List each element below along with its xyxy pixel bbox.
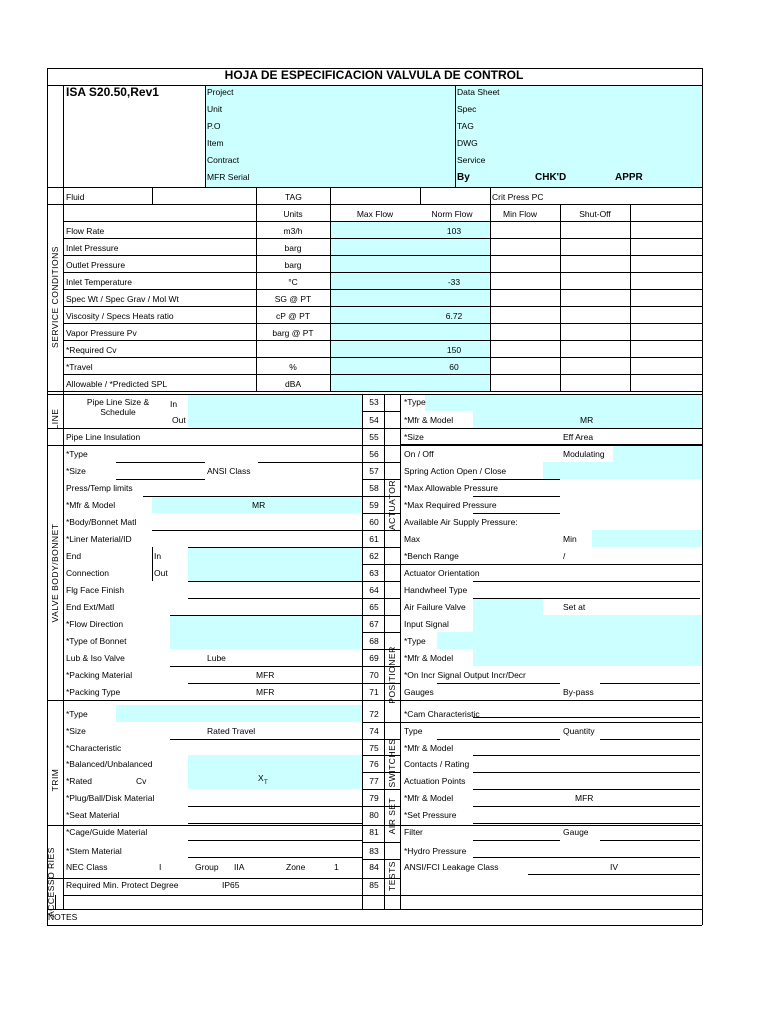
row-number: 53 [369, 397, 379, 407]
service-row-label: Viscosity / Specs Heats ratio [66, 311, 174, 321]
rule-v [630, 204, 631, 391]
rule-h [47, 825, 702, 826]
rule-h [47, 909, 702, 910]
left-rated: *Rated [66, 776, 92, 786]
entry-line [170, 666, 362, 667]
rule-v [362, 394, 363, 909]
service-row-norm-flow: -33 [447, 277, 461, 287]
column-header: Max Flow [356, 209, 394, 219]
entry-line [188, 547, 362, 548]
rule-h [362, 411, 400, 412]
row-number: 81 [369, 827, 379, 837]
right-eff-area: Eff Area [563, 432, 594, 442]
rule-h [63, 895, 362, 896]
left-out: Out [172, 415, 186, 425]
row-number: 65 [369, 602, 379, 612]
section-label-tests: TESTS [387, 861, 397, 891]
section-label-service: SERVICE CONDITIONS [50, 246, 60, 348]
rule-h [47, 878, 362, 879]
right-max-req: *Max Required Pressure [404, 500, 497, 510]
row-number: 75 [369, 743, 379, 753]
row-number: 61 [369, 534, 379, 544]
modulating-field [613, 445, 702, 462]
service-row-unit: dBA [284, 379, 302, 389]
rule-v [560, 204, 561, 391]
entry-line [473, 717, 700, 718]
right-type: *Type [404, 397, 426, 407]
service-row-norm-flow: 103 [446, 226, 462, 236]
section-label-switches: SWITCHES [387, 738, 397, 788]
entry-line [188, 581, 362, 582]
row-number: 79 [369, 793, 379, 803]
rule-h [362, 722, 400, 723]
air-failure-field [473, 598, 543, 615]
rule-v [152, 547, 153, 581]
service-row-label: Inlet Temperature [66, 277, 132, 287]
section-label-accessories: ACCESSO RIES [46, 847, 56, 917]
left-nec-value: I [159, 862, 162, 872]
row-number: 64 [369, 585, 379, 595]
right-on-incr: *On Incr Signal Output Incr/Decr [404, 670, 526, 680]
rule-h [47, 925, 702, 926]
right-gauges: Gauges [404, 687, 434, 697]
left-liner: *Liner Material/ID [66, 534, 132, 544]
entry-line [437, 683, 560, 684]
right-as-mfr-value: MFR [575, 793, 594, 803]
left-mfr-value: MR [252, 500, 266, 510]
rule-h [63, 255, 702, 256]
left-rated-travel: Rated Travel [207, 726, 256, 736]
rule-h [362, 859, 400, 860]
right-sw-mfr: *Mfr & Model [404, 743, 454, 753]
row-number: 57 [369, 466, 379, 476]
rule-h [63, 374, 702, 375]
entry-line [188, 598, 362, 599]
service-row-unit: m3/h [283, 226, 303, 236]
left-press-temp: Press/Temp limits [66, 483, 133, 493]
frame-left [47, 68, 48, 925]
left-cage: *Cage/Guide Material [66, 827, 148, 837]
form-title: HOJA DE ESPECIFICACION VALVULA DE CONTROL [224, 68, 524, 82]
right-input-signal: Input Signal [404, 619, 449, 629]
standard-label: ISA S20.50,Rev1 [66, 85, 159, 99]
pos-mfr-field [473, 649, 702, 666]
rule-v [455, 85, 456, 187]
right-mfr-model: *Mfr & Model [404, 415, 454, 425]
rule-h [362, 530, 400, 531]
entry-line [473, 496, 560, 497]
entry-line [258, 462, 362, 463]
left-ansi-class: ANSI Class [207, 466, 251, 476]
right-leakage-value: IV [610, 862, 619, 872]
rule-h [47, 394, 702, 395]
rule-h [63, 221, 702, 222]
entry-line [473, 598, 700, 599]
right-set-at: Set at [563, 602, 586, 612]
entry-line [188, 857, 362, 858]
section-label-positioner: POSITIONER [387, 646, 397, 704]
appr-label: APPR [615, 172, 643, 183]
right-slash: / [563, 551, 566, 561]
entry-line [188, 683, 362, 684]
rule-h [362, 547, 400, 548]
entry-line [116, 462, 205, 463]
trim-balanced-fields [188, 755, 362, 789]
entry-line [473, 564, 560, 565]
row-number: 77 [369, 776, 379, 786]
connection-out-field [188, 564, 362, 581]
trim-type-field [116, 705, 362, 722]
right-on-off: On / Off [404, 449, 434, 459]
entry-line [188, 840, 362, 841]
entry-line [600, 683, 700, 684]
header-field-label: Contract [207, 155, 240, 165]
entry-line [473, 823, 700, 824]
entry-line [143, 496, 362, 497]
rule-h [362, 462, 400, 463]
right-orientation: Actuator Orientation [404, 568, 480, 578]
column-header: Norm Flow [431, 209, 473, 219]
right-air-failure: Air Failure Valve [404, 602, 466, 612]
by-label: By [457, 172, 470, 183]
left-nec: NEC Class [66, 862, 108, 872]
left-trim-type: *Type [66, 709, 88, 719]
section-label-line: LINE [50, 408, 60, 430]
row-number: 85 [369, 880, 379, 890]
fluid-label: Fluid [66, 192, 85, 202]
rule-h [63, 340, 702, 341]
row-number: 62 [369, 551, 379, 561]
right-cam: *Cam Characteristic [404, 709, 480, 719]
right-air-supply: Available Air Supply Pressure: [404, 517, 518, 527]
right-leakage: ANSI/FCI Leakage Class [404, 862, 499, 872]
left-lub: Lub & Iso Valve [66, 653, 125, 663]
spring-field [543, 462, 702, 479]
entry-line [473, 479, 560, 480]
service-row-label: *Travel [66, 362, 93, 372]
entry-line [528, 874, 700, 875]
entry-line [473, 840, 560, 841]
entry-line [170, 739, 362, 740]
right-contacts: Contacts / Rating [404, 759, 470, 769]
left-pipe-size: Pipe Line Size & Schedule [86, 397, 150, 417]
left-mfr-model: *Mfr & Model [66, 500, 116, 510]
entry-line [170, 615, 362, 616]
entry-line [437, 739, 560, 740]
left-in: In [170, 399, 178, 409]
rule-h [362, 789, 400, 790]
rule-h [362, 615, 400, 616]
row-number: 80 [369, 810, 379, 820]
left-protect-value: IP65 [222, 880, 240, 890]
service-row-label: Allowable / *Predicted SPL [66, 379, 168, 389]
row-number: 84 [369, 862, 379, 872]
left-xt-sub: T [264, 780, 268, 786]
bonnet-fields [170, 615, 362, 649]
service-row-unit: SG @ PT [274, 294, 312, 304]
entry-line [473, 581, 700, 582]
entry-line [600, 564, 700, 565]
left-connection: Connection [66, 568, 110, 578]
entry-line [473, 806, 700, 807]
service-row-label: Inlet Pressure [66, 243, 119, 253]
entry-line [473, 789, 700, 790]
header-field-label: Data Sheet [457, 87, 500, 97]
right-mfr-value: MR [580, 415, 594, 425]
rule-h [400, 722, 702, 723]
chkd-label: CHK'D [535, 172, 567, 183]
rule-h [47, 428, 702, 429]
service-row-label: *Required Cv [66, 345, 117, 355]
rule-h [362, 842, 400, 843]
rule-h [47, 187, 702, 188]
right-modulating: Modulating [563, 449, 605, 459]
row-number: 76 [369, 759, 379, 769]
air-min-field [592, 530, 702, 547]
service-row-unit: cP @ PT [276, 311, 310, 321]
header-field-label: Spec [457, 104, 477, 114]
service-row-unit: barg @ PT [272, 328, 314, 338]
row-number: 71 [369, 687, 379, 697]
right-min: Min [563, 534, 577, 544]
entry-line [473, 700, 700, 701]
left-flow-dir: *Flow Direction [66, 619, 124, 629]
row-number: 69 [369, 653, 379, 663]
entry-line [600, 739, 700, 740]
rule-h [63, 323, 702, 324]
right-bench: *Bench Range [404, 551, 459, 561]
left-group-value: IIA [234, 862, 245, 872]
rule-v [400, 394, 401, 909]
row-number: 72 [369, 709, 379, 719]
row-number: 63 [369, 568, 379, 578]
left-plug: *Plug/Ball/Disk Material [66, 793, 155, 803]
service-row-label: Outlet Pressure [66, 260, 126, 270]
rule-v [205, 85, 206, 187]
right-spring: Spring Action Open / Close [404, 466, 507, 476]
left-out2: Out [154, 568, 168, 578]
rule-h [362, 895, 400, 896]
left-stem: *Stem Material [66, 846, 122, 856]
entry-line [600, 445, 700, 446]
notes-label: NOTES [48, 912, 78, 922]
column-header: Shut-Off [579, 209, 611, 219]
left-group: Group [195, 862, 219, 872]
right-handwheel: Handwheel Type [404, 585, 468, 595]
left-bonnet: *Type of Bonnet [66, 636, 127, 646]
rule-h [362, 632, 400, 633]
left-cv: Cv [136, 776, 147, 786]
section-label-actuator: ACTUATOR [387, 480, 397, 530]
header-field-label: TAG [457, 121, 474, 131]
left-body-matl: *Body/Bonnet Matl [66, 517, 137, 527]
pos-type-field [437, 632, 702, 649]
end-in-field [188, 547, 362, 564]
service-row-unit: barg [284, 260, 302, 270]
right-sw-type: Type [404, 726, 423, 736]
entry-line [438, 445, 530, 446]
service-row-label: Flow Rate [66, 226, 105, 236]
row-number: 67 [369, 619, 379, 629]
section-label-airset: AIR SET [387, 797, 397, 835]
right-gauge: Gauge [563, 827, 589, 837]
header-field-label: P.O [207, 121, 221, 131]
right-filter: Filter [404, 827, 423, 837]
entry-line [473, 857, 700, 858]
row-number: 58 [369, 483, 379, 493]
service-row-norm-flow: 60 [449, 362, 459, 372]
left-packing-type: *Packing Type [66, 687, 121, 697]
header-field-label: Unit [207, 104, 223, 114]
entry-line [188, 700, 362, 701]
rule-h [47, 391, 702, 392]
rule-h [63, 238, 702, 239]
right-pos-type: *Type [404, 636, 426, 646]
right-actuation: Actuation Points [404, 776, 466, 786]
service-row-label: Vapor Pressure Pv [66, 328, 137, 338]
right-as-mfr: *Mfr & Model [404, 793, 454, 803]
entry-line [116, 479, 205, 480]
row-number: 54 [369, 415, 379, 425]
left-lub-value: Lube [207, 653, 226, 663]
right-quantity: Quantity [563, 726, 595, 736]
right-bypass: By-pass [563, 687, 594, 697]
rule-v [152, 187, 153, 204]
section-label-body: VALVE BODY/BONNET [50, 523, 60, 623]
row-number: 59 [369, 500, 379, 510]
right-set-pressure: *Set Pressure [404, 810, 457, 820]
input-signal-field [473, 615, 702, 632]
row-number: 55 [369, 432, 379, 442]
service-row-norm-flow: 6.72 [445, 311, 463, 321]
row-number: 74 [369, 726, 379, 736]
right-pos-mfr: *Mfr & Model [404, 653, 454, 663]
left-seat: *Seat Material [66, 810, 120, 820]
right-size: *Size [404, 432, 424, 442]
rule-h [362, 581, 400, 582]
left-type: *Type [66, 449, 88, 459]
row-number: 83 [369, 846, 379, 856]
left-zone-value: 1 [334, 862, 339, 872]
column-header: Units [283, 209, 303, 219]
rule-v [420, 187, 421, 204]
header-right-field [455, 85, 702, 187]
row-number: 70 [369, 670, 379, 680]
header-field-label: Project [207, 87, 234, 97]
frame-right [702, 68, 703, 925]
left-trim-size: *Size [66, 726, 86, 736]
rule-h [384, 895, 702, 896]
rule-h [362, 598, 400, 599]
row-number: 68 [369, 636, 379, 646]
header-field-label: Service [457, 155, 486, 165]
left-balanced: *Balanced/Unbalanced [66, 759, 153, 769]
left-size: *Size [66, 466, 86, 476]
column-header: Min Flow [502, 209, 538, 219]
rule-h [256, 204, 702, 205]
right-max-allow: *Max Allowable Pressure [404, 483, 499, 493]
header-field-label: DWG [457, 138, 478, 148]
rule-h [362, 564, 400, 565]
service-row-unit: barg [284, 243, 302, 253]
left-characteristic: *Characteristic [66, 743, 122, 753]
rule-v [63, 85, 64, 909]
left-insulation: Pipe Line Insulation [66, 432, 141, 442]
left-protect: Required Min. Protect Degree [66, 880, 179, 890]
rule-h [63, 357, 702, 358]
entry-line [188, 806, 362, 807]
right-max: Max [404, 534, 421, 544]
service-row-unit: % [289, 362, 297, 372]
crit-press-label: Crit Press PC [492, 192, 544, 202]
right-hydro: *Hydro Pressure [404, 846, 467, 856]
entry-line [152, 530, 362, 531]
pipe-out-field [188, 411, 362, 428]
left-packing-mat-value: MFR [256, 670, 275, 680]
left-end-ext: End Ext/Matl [66, 602, 115, 612]
left-packing-mat: *Packing Material [66, 670, 133, 680]
header-field-label: MFR Serial [207, 172, 250, 182]
entry-line [600, 840, 700, 841]
left-end: End [66, 551, 82, 561]
left-flg-face: Flg Face Finish [66, 585, 125, 595]
service-row-label: Spec Wt / Spec Grav / Mol Wt [66, 294, 179, 304]
left-in2: In [154, 551, 162, 561]
rule-v [384, 394, 385, 909]
row-number: 56 [369, 449, 379, 459]
act-type-field [425, 394, 702, 411]
section-label-trim: TRIM [50, 768, 60, 792]
tag-label: TAG [285, 192, 302, 202]
left-packing-type-value: MFR [256, 687, 275, 697]
row-number: 60 [369, 517, 379, 527]
header-field-label: Item [207, 138, 224, 148]
rule-h [63, 306, 702, 307]
entry-line [473, 513, 560, 514]
service-row-unit: °C [288, 277, 298, 287]
rule-h [63, 272, 702, 273]
entry-line [188, 823, 362, 824]
rule-h [63, 289, 702, 290]
left-xt: X [258, 773, 264, 783]
entry-line [473, 772, 700, 773]
left-zone: Zone [286, 862, 306, 872]
pipe-in-field [188, 394, 362, 411]
entry-line [473, 755, 700, 756]
service-row-norm-flow: 150 [446, 345, 462, 355]
